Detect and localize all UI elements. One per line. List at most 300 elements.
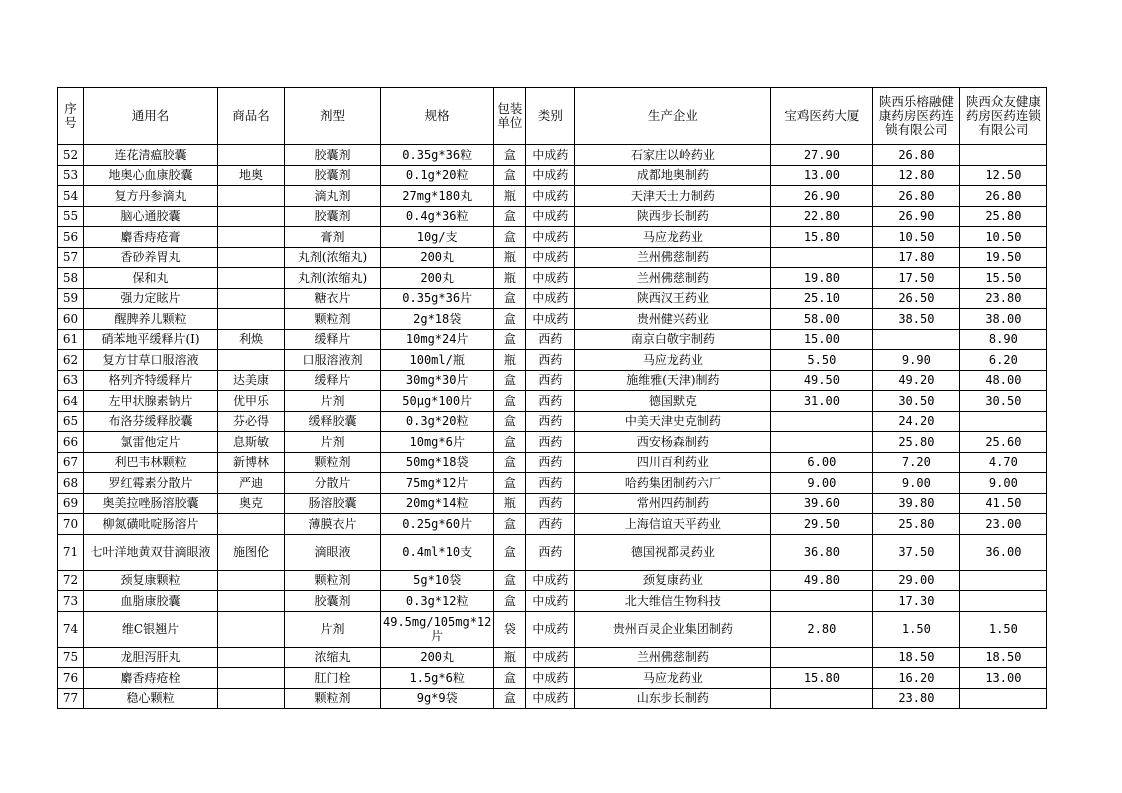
- table-row: [58, 309, 1047, 330]
- cell-price-zhongyou: 19.50: [960, 247, 1047, 268]
- cell-price-zhongyou: 4.70: [960, 452, 1047, 473]
- cell-dosage-form: 胶囊剂: [285, 591, 381, 612]
- cell-price-zhongyou: [960, 411, 1047, 432]
- cell-brand-name: [218, 514, 285, 535]
- header-col-price-zhongyou: 陕西众友健康药房医药连锁有限公司: [960, 88, 1047, 145]
- cell-price-baoji: 15.80: [771, 668, 873, 689]
- cell-price-lerongrong: 17.80: [873, 247, 960, 268]
- cell-category: 西药: [526, 350, 575, 371]
- cell-category: 中成药: [526, 668, 575, 689]
- table-row: [58, 288, 1047, 309]
- cell-generic-name: 麝香痔疮膏: [84, 227, 218, 248]
- cell-category: 西药: [526, 411, 575, 432]
- cell-brand-name: [218, 227, 285, 248]
- cell-category: 西药: [526, 452, 575, 473]
- table-row: [58, 452, 1047, 473]
- cell-price-baoji: 6.00: [771, 452, 873, 473]
- cell-generic-name: 七叶洋地黄双苷滴眼液: [84, 534, 218, 570]
- cell-generic-name: 利巴韦林颗粒: [84, 452, 218, 473]
- cell-generic-name: 脑心通胶囊: [84, 206, 218, 227]
- cell-spec: 9g*9袋: [381, 688, 494, 709]
- cell-manufacturer: 四川百利药业: [575, 452, 771, 473]
- cell-generic-name: 奥美拉唑肠溶胶囊: [84, 493, 218, 514]
- cell-dosage-form: 薄膜衣片: [285, 514, 381, 535]
- cell-index: 55: [58, 206, 84, 227]
- cell-package-unit: 盒: [494, 514, 526, 535]
- cell-index: 59: [58, 288, 84, 309]
- cell-category: 西药: [526, 432, 575, 453]
- cell-brand-name: 达美康: [218, 370, 285, 391]
- header-col-spec: 规格: [381, 88, 494, 145]
- cell-index: 60: [58, 309, 84, 330]
- cell-price-lerongrong: 26.50: [873, 288, 960, 309]
- cell-dosage-form: 肛门栓: [285, 668, 381, 689]
- cell-spec: 1.5g*6粒: [381, 668, 494, 689]
- cell-price-zhongyou: 9.00: [960, 473, 1047, 494]
- table-row: [58, 145, 1047, 166]
- cell-spec: 100ml/瓶: [381, 350, 494, 371]
- cell-price-lerongrong: [873, 329, 960, 350]
- cell-spec: 200丸: [381, 268, 494, 289]
- cell-package-unit: 盒: [494, 534, 526, 570]
- cell-generic-name: 地奥心血康胶囊: [84, 165, 218, 186]
- cell-dosage-form: 缓释片: [285, 329, 381, 350]
- cell-index: 58: [58, 268, 84, 289]
- drug-price-table: [57, 87, 1047, 709]
- cell-dosage-form: 分散片: [285, 473, 381, 494]
- cell-generic-name: 麝香痔疮栓: [84, 668, 218, 689]
- cell-spec: 75mg*12片: [381, 473, 494, 494]
- table-row: [58, 432, 1047, 453]
- cell-package-unit: 盒: [494, 288, 526, 309]
- table-row: [58, 165, 1047, 186]
- cell-manufacturer: 马应龙药业: [575, 227, 771, 248]
- cell-price-baoji: 25.10: [771, 288, 873, 309]
- cell-dosage-form: 糖衣片: [285, 288, 381, 309]
- cell-generic-name: 复方丹参滴丸: [84, 186, 218, 207]
- cell-brand-name: [218, 268, 285, 289]
- cell-spec: 10g/支: [381, 227, 494, 248]
- cell-index: 62: [58, 350, 84, 371]
- cell-package-unit: 盒: [494, 452, 526, 473]
- table-row: [58, 570, 1047, 591]
- cell-category: 西药: [526, 493, 575, 514]
- table-body: [58, 145, 1047, 709]
- header-col-generic-name: 通用名: [84, 88, 218, 145]
- cell-price-lerongrong: 17.50: [873, 268, 960, 289]
- cell-package-unit: 盒: [494, 370, 526, 391]
- header-row: [58, 88, 1047, 145]
- cell-spec: 200丸: [381, 247, 494, 268]
- cell-price-lerongrong: 26.90: [873, 206, 960, 227]
- cell-category: 中成药: [526, 688, 575, 709]
- cell-dosage-form: 胶囊剂: [285, 206, 381, 227]
- cell-price-lerongrong: 29.00: [873, 570, 960, 591]
- cell-brand-name: 芬必得: [218, 411, 285, 432]
- table-row: [58, 514, 1047, 535]
- cell-price-baoji: 9.00: [771, 473, 873, 494]
- cell-price-lerongrong: 39.80: [873, 493, 960, 514]
- cell-dosage-form: 肠溶胶囊: [285, 493, 381, 514]
- cell-package-unit: 袋: [494, 611, 526, 647]
- table-row: [58, 186, 1047, 207]
- cell-generic-name: 左甲状腺素钠片: [84, 391, 218, 412]
- cell-brand-name: [218, 288, 285, 309]
- cell-category: 西药: [526, 534, 575, 570]
- cell-price-zhongyou: 10.50: [960, 227, 1047, 248]
- header-col-manufacturer: 生产企业: [575, 88, 771, 145]
- table-row: [58, 473, 1047, 494]
- cell-brand-name: 严迪: [218, 473, 285, 494]
- cell-price-baoji: 22.80: [771, 206, 873, 227]
- table-row: [58, 591, 1047, 612]
- cell-price-zhongyou: 13.00: [960, 668, 1047, 689]
- table-row: [58, 227, 1047, 248]
- table-row: [58, 611, 1047, 647]
- cell-price-zhongyou: 6.20: [960, 350, 1047, 371]
- cell-category: 西药: [526, 391, 575, 412]
- header-col-dosage-form: 剂型: [285, 88, 381, 145]
- cell-manufacturer: 常州四药制药: [575, 493, 771, 514]
- cell-index: 77: [58, 688, 84, 709]
- cell-price-zhongyou: 26.80: [960, 186, 1047, 207]
- header-col-price-lerongrong: 陕西乐榕融健康药房医药连锁有限公司: [873, 88, 960, 145]
- table-row: [58, 668, 1047, 689]
- cell-brand-name: [218, 186, 285, 207]
- cell-manufacturer: 北大维信生物科技: [575, 591, 771, 612]
- cell-index: 66: [58, 432, 84, 453]
- cell-category: 中成药: [526, 165, 575, 186]
- cell-dosage-form: 滴眼液: [285, 534, 381, 570]
- cell-index: 71: [58, 534, 84, 570]
- table-row: [58, 391, 1047, 412]
- cell-price-lerongrong: 37.50: [873, 534, 960, 570]
- cell-index: 70: [58, 514, 84, 535]
- cell-price-lerongrong: 30.50: [873, 391, 960, 412]
- cell-dosage-form: 片剂: [285, 391, 381, 412]
- cell-manufacturer: 兰州佛慈制药: [575, 268, 771, 289]
- cell-price-zhongyou: 25.80: [960, 206, 1047, 227]
- cell-spec: 50mg*18袋: [381, 452, 494, 473]
- cell-category: 中成药: [526, 570, 575, 591]
- cell-brand-name: [218, 647, 285, 668]
- cell-price-zhongyou: 18.50: [960, 647, 1047, 668]
- cell-generic-name: 格列齐特缓释片: [84, 370, 218, 391]
- cell-index: 75: [58, 647, 84, 668]
- cell-price-lerongrong: 25.80: [873, 432, 960, 453]
- cell-brand-name: 奥克: [218, 493, 285, 514]
- cell-spec: 20mg*14粒: [381, 493, 494, 514]
- cell-generic-name: 硝苯地平缓释片(Ⅰ): [84, 329, 218, 350]
- cell-package-unit: 盒: [494, 145, 526, 166]
- cell-spec: 10mg*6片: [381, 432, 494, 453]
- cell-package-unit: 盒: [494, 165, 526, 186]
- cell-generic-name: 血脂康胶囊: [84, 591, 218, 612]
- cell-price-zhongyou: 1.50: [960, 611, 1047, 647]
- cell-index: 54: [58, 186, 84, 207]
- cell-price-zhongyou: [960, 145, 1047, 166]
- cell-price-baoji: 49.80: [771, 570, 873, 591]
- table-row: [58, 329, 1047, 350]
- cell-index: 69: [58, 493, 84, 514]
- cell-category: 中成药: [526, 591, 575, 612]
- cell-package-unit: 盒: [494, 411, 526, 432]
- cell-index: 56: [58, 227, 84, 248]
- cell-price-lerongrong: 26.80: [873, 186, 960, 207]
- cell-price-zhongyou: 48.00: [960, 370, 1047, 391]
- cell-manufacturer: 颈复康药业: [575, 570, 771, 591]
- cell-price-lerongrong: 23.80: [873, 688, 960, 709]
- cell-brand-name: 息斯敏: [218, 432, 285, 453]
- cell-manufacturer: 山东步长制药: [575, 688, 771, 709]
- cell-category: 西药: [526, 370, 575, 391]
- cell-price-baoji: 15.80: [771, 227, 873, 248]
- cell-index: 76: [58, 668, 84, 689]
- cell-price-baoji: [771, 647, 873, 668]
- cell-spec: 27mg*180丸: [381, 186, 494, 207]
- cell-brand-name: [218, 591, 285, 612]
- cell-price-baoji: 39.60: [771, 493, 873, 514]
- cell-spec: 30mg*30片: [381, 370, 494, 391]
- cell-category: 中成药: [526, 288, 575, 309]
- cell-spec: 0.3g*20粒: [381, 411, 494, 432]
- header-col-category: 类别: [526, 88, 575, 145]
- cell-spec: 0.1g*20粒: [381, 165, 494, 186]
- cell-index: 65: [58, 411, 84, 432]
- cell-dosage-form: 颗粒剂: [285, 309, 381, 330]
- cell-brand-name: [218, 688, 285, 709]
- cell-category: 西药: [526, 329, 575, 350]
- cell-brand-name: 新博林: [218, 452, 285, 473]
- cell-price-baoji: 58.00: [771, 309, 873, 330]
- cell-price-baoji: 36.80: [771, 534, 873, 570]
- cell-price-baoji: 26.90: [771, 186, 873, 207]
- cell-price-lerongrong: 18.50: [873, 647, 960, 668]
- cell-spec: 2g*18袋: [381, 309, 494, 330]
- table-row: [58, 534, 1047, 570]
- cell-package-unit: 盒: [494, 206, 526, 227]
- cell-category: 西药: [526, 473, 575, 494]
- cell-category: 中成药: [526, 247, 575, 268]
- cell-generic-name: 醒脾养儿颗粒: [84, 309, 218, 330]
- cell-manufacturer: 贵州百灵企业集团制药: [575, 611, 771, 647]
- cell-index: 72: [58, 570, 84, 591]
- cell-package-unit: 瓶: [494, 493, 526, 514]
- header-col-package-unit: 包装单位: [494, 88, 526, 145]
- cell-generic-name: 连花清瘟胶囊: [84, 145, 218, 166]
- cell-brand-name: [218, 611, 285, 647]
- cell-manufacturer: 西安杨森制药: [575, 432, 771, 453]
- cell-index: 61: [58, 329, 84, 350]
- cell-manufacturer: 中美天津史克制药: [575, 411, 771, 432]
- cell-package-unit: 盒: [494, 227, 526, 248]
- cell-dosage-form: 浓缩丸: [285, 647, 381, 668]
- cell-spec: 0.3g*12粒: [381, 591, 494, 612]
- cell-package-unit: 瓶: [494, 247, 526, 268]
- cell-brand-name: 地奥: [218, 165, 285, 186]
- cell-brand-name: [218, 570, 285, 591]
- cell-dosage-form: 胶囊剂: [285, 165, 381, 186]
- cell-manufacturer: 南京白敬宇制药: [575, 329, 771, 350]
- cell-price-lerongrong: 1.50: [873, 611, 960, 647]
- cell-index: 73: [58, 591, 84, 612]
- cell-spec: 50μg*100片: [381, 391, 494, 412]
- cell-manufacturer: 陕西汉王药业: [575, 288, 771, 309]
- cell-package-unit: 盒: [494, 591, 526, 612]
- cell-dosage-form: 颗粒剂: [285, 688, 381, 709]
- cell-price-baoji: 2.80: [771, 611, 873, 647]
- cell-manufacturer: 哈药集团制药六厂: [575, 473, 771, 494]
- cell-spec: 5g*10袋: [381, 570, 494, 591]
- cell-manufacturer: 天津天士力制药: [575, 186, 771, 207]
- cell-price-zhongyou: 15.50: [960, 268, 1047, 289]
- cell-price-lerongrong: 38.50: [873, 309, 960, 330]
- cell-manufacturer: 马应龙药业: [575, 668, 771, 689]
- cell-package-unit: 盒: [494, 668, 526, 689]
- cell-dosage-form: 颗粒剂: [285, 452, 381, 473]
- cell-category: 中成药: [526, 186, 575, 207]
- cell-index: 63: [58, 370, 84, 391]
- cell-category: 中成药: [526, 145, 575, 166]
- cell-package-unit: 瓶: [494, 350, 526, 371]
- cell-spec: 0.4ml*10支: [381, 534, 494, 570]
- cell-spec: 49.5mg/105mg*12片: [381, 611, 494, 647]
- cell-generic-name: 柳氮磺吡啶肠溶片: [84, 514, 218, 535]
- cell-dosage-form: 口服溶液剂: [285, 350, 381, 371]
- cell-package-unit: 盒: [494, 432, 526, 453]
- cell-brand-name: [218, 145, 285, 166]
- cell-price-baoji: [771, 247, 873, 268]
- cell-manufacturer: 陕西步长制药: [575, 206, 771, 227]
- cell-generic-name: 复方甘草口服溶液: [84, 350, 218, 371]
- cell-category: 中成药: [526, 268, 575, 289]
- cell-generic-name: 罗红霉素分散片: [84, 473, 218, 494]
- cell-price-baoji: 5.50: [771, 350, 873, 371]
- cell-manufacturer: 兰州佛慈制药: [575, 247, 771, 268]
- cell-brand-name: [218, 247, 285, 268]
- cell-spec: 200丸: [381, 647, 494, 668]
- cell-price-zhongyou: 8.90: [960, 329, 1047, 350]
- cell-price-lerongrong: 9.90: [873, 350, 960, 371]
- cell-manufacturer: 贵州健兴药业: [575, 309, 771, 330]
- cell-dosage-form: 胶囊剂: [285, 145, 381, 166]
- cell-price-baoji: [771, 688, 873, 709]
- table-header: [58, 88, 1047, 145]
- table-row: [58, 268, 1047, 289]
- cell-index: 67: [58, 452, 84, 473]
- cell-package-unit: 盒: [494, 688, 526, 709]
- cell-manufacturer: 德国视都灵药业: [575, 534, 771, 570]
- cell-package-unit: 瓶: [494, 268, 526, 289]
- cell-price-zhongyou: 30.50: [960, 391, 1047, 412]
- cell-spec: 0.4g*36粒: [381, 206, 494, 227]
- cell-price-lerongrong: 9.00: [873, 473, 960, 494]
- cell-generic-name: 龙胆泻肝丸: [84, 647, 218, 668]
- cell-price-zhongyou: 23.80: [960, 288, 1047, 309]
- cell-dosage-form: 丸剂(浓缩丸): [285, 247, 381, 268]
- cell-package-unit: 盒: [494, 570, 526, 591]
- cell-index: 64: [58, 391, 84, 412]
- cell-price-lerongrong: 7.20: [873, 452, 960, 473]
- table-row: [58, 493, 1047, 514]
- cell-manufacturer: 上海信谊天平药业: [575, 514, 771, 535]
- cell-price-lerongrong: 16.20: [873, 668, 960, 689]
- cell-spec: 0.25g*60片: [381, 514, 494, 535]
- cell-manufacturer: 兰州佛慈制药: [575, 647, 771, 668]
- cell-brand-name: [218, 206, 285, 227]
- cell-price-baoji: 49.50: [771, 370, 873, 391]
- cell-index: 74: [58, 611, 84, 647]
- cell-dosage-form: 缓释片: [285, 370, 381, 391]
- cell-generic-name: 氯雷他定片: [84, 432, 218, 453]
- cell-dosage-form: 片剂: [285, 432, 381, 453]
- cell-price-baoji: 31.00: [771, 391, 873, 412]
- cell-price-lerongrong: 10.50: [873, 227, 960, 248]
- cell-price-zhongyou: [960, 591, 1047, 612]
- table-row: [58, 688, 1047, 709]
- cell-manufacturer: 石家庄以岭药业: [575, 145, 771, 166]
- cell-price-lerongrong: 24.20: [873, 411, 960, 432]
- cell-price-baoji: 27.90: [771, 145, 873, 166]
- cell-category: 中成药: [526, 206, 575, 227]
- header-col-price-baoji: 宝鸡医药大厦: [771, 88, 873, 145]
- cell-brand-name: 利焕: [218, 329, 285, 350]
- cell-manufacturer: 成都地奥制药: [575, 165, 771, 186]
- table-row: [58, 350, 1047, 371]
- cell-generic-name: 维C银翘片: [84, 611, 218, 647]
- cell-category: 中成药: [526, 647, 575, 668]
- cell-dosage-form: 缓释胶囊: [285, 411, 381, 432]
- table-row: [58, 370, 1047, 391]
- cell-generic-name: 保和丸: [84, 268, 218, 289]
- cell-manufacturer: 施维雅(天津)制药: [575, 370, 771, 391]
- cell-price-lerongrong: 26.80: [873, 145, 960, 166]
- cell-price-zhongyou: [960, 688, 1047, 709]
- header-col-index: 序号: [58, 88, 84, 145]
- table-row: [58, 247, 1047, 268]
- cell-package-unit: 瓶: [494, 186, 526, 207]
- cell-package-unit: 盒: [494, 391, 526, 412]
- cell-price-zhongyou: 36.00: [960, 534, 1047, 570]
- cell-package-unit: 盒: [494, 309, 526, 330]
- header-col-brand-name: 商品名: [218, 88, 285, 145]
- cell-generic-name: 强力定眩片: [84, 288, 218, 309]
- cell-index: 68: [58, 473, 84, 494]
- cell-generic-name: 香砂养胃丸: [84, 247, 218, 268]
- cell-generic-name: 布洛芬缓释胶囊: [84, 411, 218, 432]
- cell-price-zhongyou: 25.60: [960, 432, 1047, 453]
- cell-price-lerongrong: 25.80: [873, 514, 960, 535]
- cell-price-lerongrong: 12.80: [873, 165, 960, 186]
- cell-index: 53: [58, 165, 84, 186]
- cell-package-unit: 盒: [494, 329, 526, 350]
- cell-price-baoji: [771, 411, 873, 432]
- cell-price-zhongyou: 12.50: [960, 165, 1047, 186]
- cell-brand-name: [218, 668, 285, 689]
- cell-price-baoji: [771, 432, 873, 453]
- cell-package-unit: 瓶: [494, 647, 526, 668]
- cell-price-zhongyou: 23.00: [960, 514, 1047, 535]
- cell-brand-name: [218, 309, 285, 330]
- cell-price-baoji: 13.00: [771, 165, 873, 186]
- cell-price-baoji: 19.80: [771, 268, 873, 289]
- cell-brand-name: [218, 350, 285, 371]
- cell-price-zhongyou: [960, 570, 1047, 591]
- cell-category: 中成药: [526, 309, 575, 330]
- cell-brand-name: 优甲乐: [218, 391, 285, 412]
- cell-category: 西药: [526, 514, 575, 535]
- cell-index: 52: [58, 145, 84, 166]
